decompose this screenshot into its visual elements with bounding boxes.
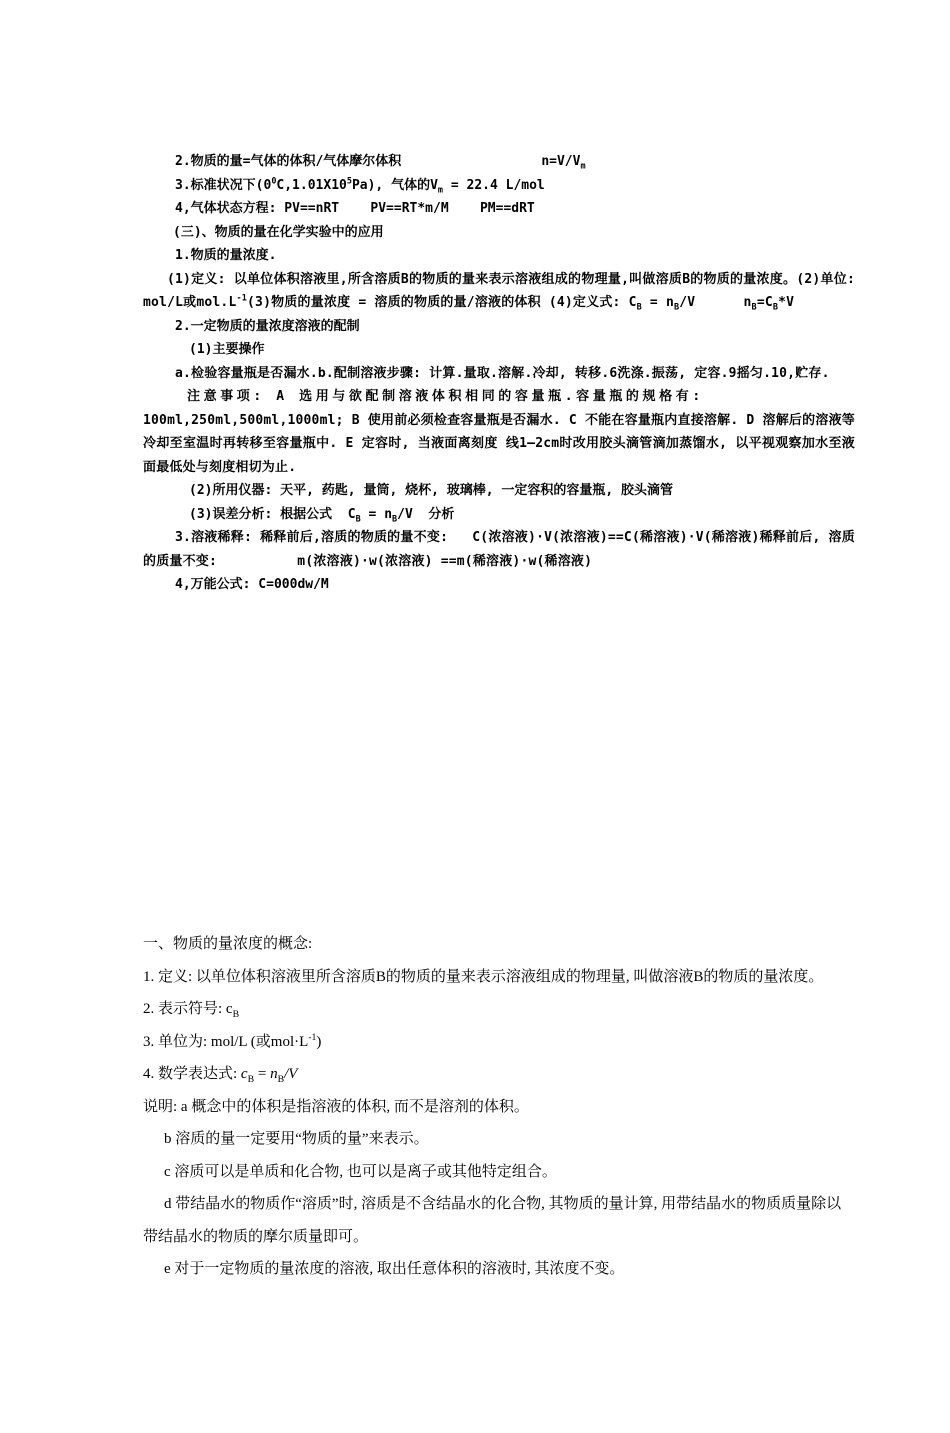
- subscript: m: [437, 184, 444, 195]
- paragraph-notes: 100ml,250ml,500ml,1000ml; B 使用前必须检查容量瓶是否漏水. C 不能在容量瓶内直接溶解. D 溶解后的溶液等冷却至室温时再转移至容量瓶中. E 定容时, 当液面离刻度 线1—2cm时改用胶头滴管滴加蒸馏水, 以平视观察加水至液面最低处与刻度相切为止.: [143, 412, 855, 475]
- text-part: Pa), 气体的V: [351, 177, 438, 193]
- line-notes-heading: 注意事项: A 选用与欲配制溶液体积相同的容量瓶.容量瓶的规格有:: [187, 389, 704, 404]
- subscript: B: [247, 1074, 255, 1085]
- text-part: = n: [641, 295, 674, 310]
- line-error-analysis: [143, 503, 855, 527]
- note-c: c 溶质可以是单质和化合物, 也可以是离子或其他特定组合。: [164, 1163, 557, 1180]
- text-part: =: [254, 1066, 271, 1082]
- text-part: 3.标准状况下(0: [175, 177, 272, 193]
- line-solution-preparation: 2.一定物质的量浓度溶液的配制: [175, 318, 360, 334]
- formula-symbol: /V: [284, 1066, 298, 1082]
- subscript: B: [636, 301, 642, 312]
- line-section-heading: (三)、物质的量在化学实验中的应用: [173, 224, 384, 240]
- text-part: 3. 单位为: mol/L (或mol·L: [143, 1033, 309, 1050]
- note-a: 说明: a 概念中的体积是指溶液的体积, 而不是溶剂的体积。: [143, 1098, 529, 1115]
- superscript: -1: [308, 1031, 317, 1043]
- subscript: B: [392, 513, 398, 524]
- superscript: -1: [236, 292, 248, 303]
- line-main-operations: (1)主要操作: [189, 342, 265, 357]
- note-d: d 带结晶水的物质作“溶质”时, 溶质是不含结晶水的化合物, 其物质的量计算, 用带结晶水的物质质量除以带结晶水的物质的摩尔质量即可。: [143, 1196, 842, 1245]
- formula: n=V/V: [541, 154, 581, 169]
- text-part: = n: [360, 506, 393, 522]
- subscript: B: [277, 1074, 285, 1085]
- text-part: *V: [778, 295, 795, 310]
- subscript: B: [751, 301, 757, 312]
- concept-section: [143, 928, 855, 1286]
- chemistry-notes-section: [143, 150, 855, 597]
- subscript: B: [355, 513, 361, 524]
- line-gas-state-equation: 4,气体状态方程: PV==nRT PV==RT*m/M PM==dRT: [175, 201, 535, 216]
- text-part: =C: [756, 295, 773, 310]
- line-gas-molar-volume: [143, 150, 855, 174]
- text-part: (1)定义: 以单位体积溶液里,所含溶质B的物质的量来表示溶液组成的物理量,叫做溶质B的物质的量浓度。(2)单位: mol/L或mol.L: [143, 271, 855, 310]
- text-part: /V 分析: [397, 506, 455, 522]
- subscript: m: [580, 160, 586, 171]
- text-part: (3)物质的量浓度 = 溶质的物质的量/溶液的体积 (4)定义式: C: [247, 295, 637, 310]
- definition-paragraph: 1. 定义: 以单位体积溶液里所含溶质B的物质的量来表示溶液组成的物理量, 叫做溶液B的物质的量浓度。: [143, 968, 824, 985]
- text-part: (3)误差分析: 根据公式 C: [189, 506, 356, 522]
- note-e: e 对于一定物质的量浓度的溶液, 取出任意体积的溶液时, 其浓度不变。: [164, 1261, 625, 1277]
- text-part: C,1.01X10: [276, 177, 347, 193]
- paragraph-dilution: 3.溶液稀释: 稀释前后,溶质的物质的量不变: C(浓溶液)·V(浓溶液)==C(稀溶液)·V(稀溶液)稀释前后, 溶质的质量不变: m(浓溶液)·w(浓溶液) ==m(稀溶液)·w(稀溶液): [143, 530, 855, 569]
- expression-line: [143, 1058, 855, 1091]
- text-part: = 22.4 L/mol: [443, 177, 545, 193]
- section-heading: 一、物质的量浓度的概念:: [143, 936, 313, 952]
- line-universal-formula: 4,万能公式: C=000dw/M: [175, 577, 329, 592]
- symbol-line: [143, 993, 855, 1026]
- superscript: 5: [346, 175, 352, 186]
- text-part: /V n: [679, 295, 752, 310]
- text-part: 4. 数学表达式:: [143, 1066, 241, 1082]
- text-part: ): [316, 1033, 322, 1050]
- line-concentration-title: 1.物质的量浓度.: [175, 248, 277, 263]
- unit-line: [143, 1026, 855, 1059]
- subscript: B: [232, 1009, 240, 1020]
- formula-symbol: n: [270, 1066, 278, 1082]
- line-instruments: (2)所用仪器: 天平, 药匙, 量筒, 烧杯, 玻璃棒, 一定容积的容量瓶, 胶头滴管: [189, 483, 674, 498]
- paragraph-steps: a.检验容量瓶是否漏水.b.配制溶液步骤: 计算.量取.溶解.冷却, 转移.6洗涤.振荡, 定容.9摇匀.10,贮存.: [175, 365, 830, 381]
- paragraph-definition: [143, 268, 855, 315]
- superscript: 0: [271, 175, 277, 186]
- subscript: B: [674, 301, 680, 312]
- formula-symbol: c: [240, 1066, 248, 1082]
- line-standard-conditions: [143, 174, 855, 198]
- line-text: 2.物质的量=气体的体积/气体摩尔体积: [175, 154, 402, 169]
- subscript: B: [772, 301, 779, 312]
- note-b: b 溶质的量一定要用“物质的量”来表示。: [164, 1131, 429, 1147]
- text-part: 2. 表示符号: c: [143, 1001, 233, 1017]
